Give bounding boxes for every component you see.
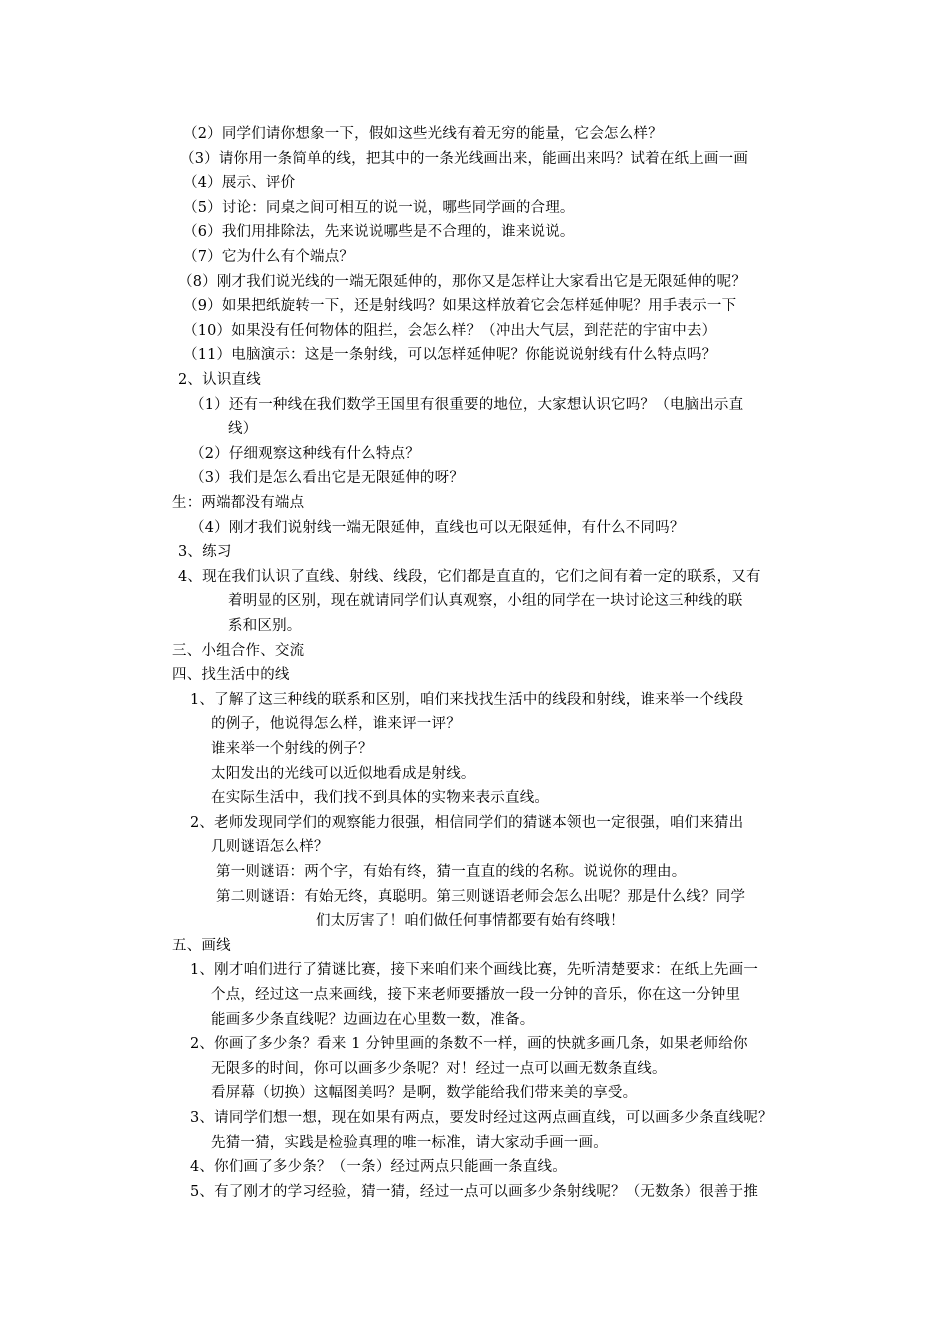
text-line: （9）如果把纸旋转一下，还是射线吗？如果这样放着它会怎样延伸呢？用手表示一下 (183, 298, 737, 315)
text-line: 太阳发出的光线可以近似地看成是射线。 (211, 765, 476, 782)
text-line: （3）请你用一条简单的线，把其中的一条光线画出来，能画出来吗？试着在纸上画一画 (180, 150, 749, 167)
text-line: （11）电脑演示：这是一条射线，可以怎样延伸呢？你能说说射线有什么特点吗？ (183, 347, 717, 364)
text-line: 三、小组合作、交流 (172, 642, 305, 659)
text-line: 着明显的区别，现在就请同学们认真观察，小组的同学在一块讨论这三种线的联 (228, 593, 743, 610)
text-line: 生：两端都没有端点 (172, 495, 305, 511)
text-line: （7）它为什么有个端点？ (183, 249, 355, 265)
text-line: 个点，经过这一点来画线，接下来老师要播放一段一分钟的音乐，你在这一分钟里 (211, 987, 741, 1003)
text-line: 四、找生活中的线 (172, 667, 290, 684)
text-line: 谁来举一个射线的例子？ (211, 741, 373, 757)
text-line: 们太厉害了！咱们做任何事情都要有始有终哦！ (316, 913, 625, 930)
text-line: 五、画线 (172, 937, 231, 954)
text-line: 能画多少条直线呢？边画边在心里数一数，准备。 (211, 1011, 535, 1028)
text-line: 系和区别。 (228, 618, 302, 634)
text-line: （1）还有一种线在我们数学王国里有很重要的地位，大家想认识它吗？（电脑出示直 (190, 396, 744, 413)
text-line: 3、请同学们想一想，现在如果有两点，要发时经过这两点画直线，可以画多少条直线呢？ (190, 1110, 773, 1126)
text-line: 第一则谜语：两个字，有始有终，猜一直直的线的名称。说说你的理由。 (216, 864, 687, 880)
text-line: 先猜一猜，实践是检验真理的唯一标准，请大家动手画一画。 (211, 1134, 608, 1151)
text-line: 线） (228, 421, 258, 438)
text-line: （6）我们用排除法，先来说说哪些是不合理的，谁来说说。 (183, 224, 575, 241)
text-line: 几则谜语怎么样？ (211, 839, 329, 856)
text-line: 1、了解了这三种线的联系和区别，咱们来找找生活中的线段和射线，谁来举一个线段 (190, 691, 744, 708)
text-line: （4）展示、评价 (183, 175, 296, 192)
text-line: （2）仔细观察这种线有什么特点？ (190, 445, 420, 462)
text-line: 的例子，他说得怎么样，谁来评一评？ (211, 716, 461, 733)
text-line: 2、老师发现同学们的观察能力很强，相信同学们的猜谜本领也一定很强，咱们来猜出 (190, 814, 744, 831)
text-line: 2、你画了多少条？看来 1 分钟里画的条数不一样，画的快就多画几条，如果老师给你 (190, 1036, 748, 1053)
text-line: 1、刚才咱们进行了猜谜比赛，接下来咱们来个画线比赛，先听清楚要求：在纸上先画一 (190, 962, 759, 979)
text-line: 3、练习 (178, 544, 232, 561)
text-line: （2）同学们请你想象一下，假如这些光线有着无穷的能量，它会怎么样？ (183, 126, 663, 142)
text-line: （10）如果没有任何物体的阻拦，会怎么样？（冲出大气层，到茫茫的宇宙中去） (183, 322, 717, 339)
text-line: （5）讨论：同桌之间可相互的说一说，哪些同学画的合理。 (183, 199, 575, 216)
text-line: 在实际生活中，我们找不到具体的实物来表示直线。 (211, 790, 550, 807)
text-line: 无限多的时间，你可以画多少条呢？对！经过一点可以画无数条直线。 (211, 1060, 667, 1077)
text-line: 2、认识直线 (178, 372, 261, 388)
text-line: 4、现在我们认识了直线、射线、线段，它们都是直直的，它们之间有着一定的联系，又有 (178, 568, 761, 585)
text-line: 5、有了刚才的学习经验，猜一猜，经过一点可以画多少条射线呢？（无数条）很善于推 (190, 1183, 759, 1200)
text-line: （4）刚才我们说射线一端无限延伸，直线也可以无限延伸，有什么不同吗？ (190, 519, 685, 536)
text-line: 第二则谜语：有始无终，真聪明。第三则谜语老师会怎么出呢？那是什么线？同学 (216, 888, 746, 905)
text-line: 4、你们画了多少条？（一条）经过两点只能画一条直线。 (190, 1159, 567, 1176)
text-line: （3）我们是怎么看出它是无限延伸的呀？ (190, 470, 465, 487)
text-line: （8）刚才我们说光线的一端无限延伸的，那你又是怎样让大家看出它是无限延伸的呢？ (178, 273, 747, 290)
text-line: 看屏幕（切换）这幅图美吗？是啊，数学能给我们带来美的享受。 (211, 1085, 638, 1102)
